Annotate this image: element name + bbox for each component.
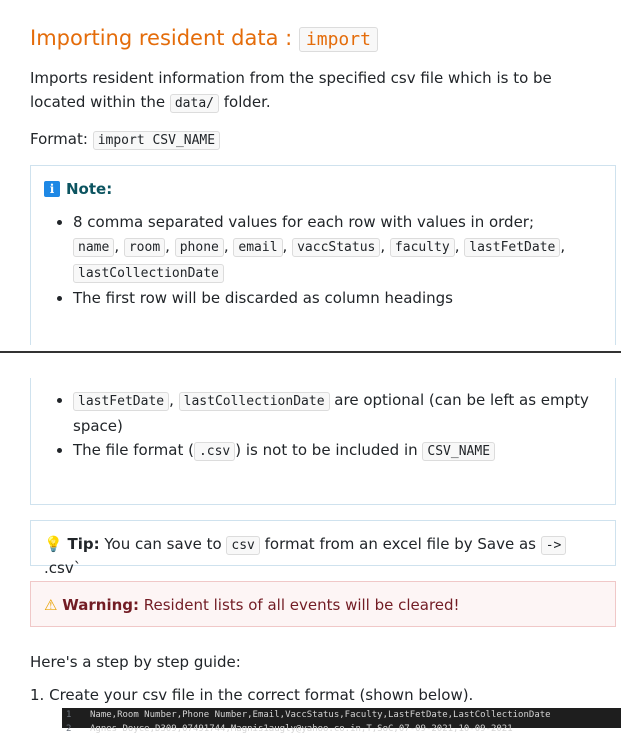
csv-name-code: CSV_NAME: [422, 442, 495, 461]
page-break-divider: [0, 351, 621, 353]
warning-icon: ⚠: [44, 596, 58, 614]
note-list: [51, 210, 605, 310]
warning-callout: ⚠ Warning: Resident lists of all events will be cleared!: [30, 581, 616, 627]
format-line: Format: import CSV_NAME: [30, 127, 603, 153]
field-code: lastCollectionDate: [179, 392, 330, 411]
heading-code: import: [299, 27, 378, 52]
field-code: lastFetDate: [73, 392, 169, 411]
field-code: phone: [175, 238, 224, 257]
csv-code: csv: [226, 536, 259, 555]
intro-paragraph: Imports resident information from the specified csv file which is to be located within the data/ folder.: [30, 69, 552, 111]
field-code: faculty: [390, 238, 455, 257]
note-callout-continued: [30, 378, 616, 505]
field-code: lastFetDate: [464, 238, 560, 257]
guide-intro: Here's a step by step guide:: [30, 653, 241, 671]
csv-code-block: [62, 708, 621, 734]
tip-callout: 💡 Tip: You can save to csv format from an excel file by Save as -> .csv`: [30, 520, 616, 566]
field-code: lastCollectionDate: [73, 264, 224, 283]
extension-code: .csv: [194, 442, 235, 461]
note-list-continued: [51, 388, 605, 464]
info-icon: i: [44, 181, 60, 197]
list-item: • 8 comma separated values for each row with values in order; name , room , phone , email , vaccStatus , faculty , lastFetDate , lastCollectionDate: [73, 210, 605, 286]
field-code: name: [73, 238, 114, 257]
field-code: email: [233, 238, 282, 257]
folder-code: data/: [170, 94, 219, 113]
field-code: vaccStatus: [292, 238, 380, 257]
list-item: • The first row will be discarded as column headings: [73, 286, 605, 310]
code-line: 2 Agnes Doyce,D309,07491744,Magnis1augly@yahoo.co.in,T,SoC,07-09-2021,10-09-2021: [66, 724, 513, 734]
list-item: • The file format ( .csv ) is not to be included in CSV_NAME: [73, 438, 605, 464]
note-callout: [30, 165, 616, 345]
guide-step-1: 1. Create your csv file in the correct format (shown below).: [30, 686, 474, 704]
list-item: • lastFetDate , lastCollectionDate are optional (can be left as empty space): [73, 388, 605, 438]
format-code: import CSV_NAME: [93, 131, 220, 150]
lightbulb-icon: 💡: [44, 535, 63, 553]
arrow-code: ->: [541, 536, 567, 555]
section-heading: Importing resident data : import: [30, 26, 378, 50]
code-line: 1 Name,Room Number,Phone Number,Email,VaccStatus,Faculty,LastFetDate,LastCollectionDate: [66, 710, 551, 720]
note-title: i Note:: [44, 180, 112, 198]
field-code: room: [124, 238, 165, 257]
